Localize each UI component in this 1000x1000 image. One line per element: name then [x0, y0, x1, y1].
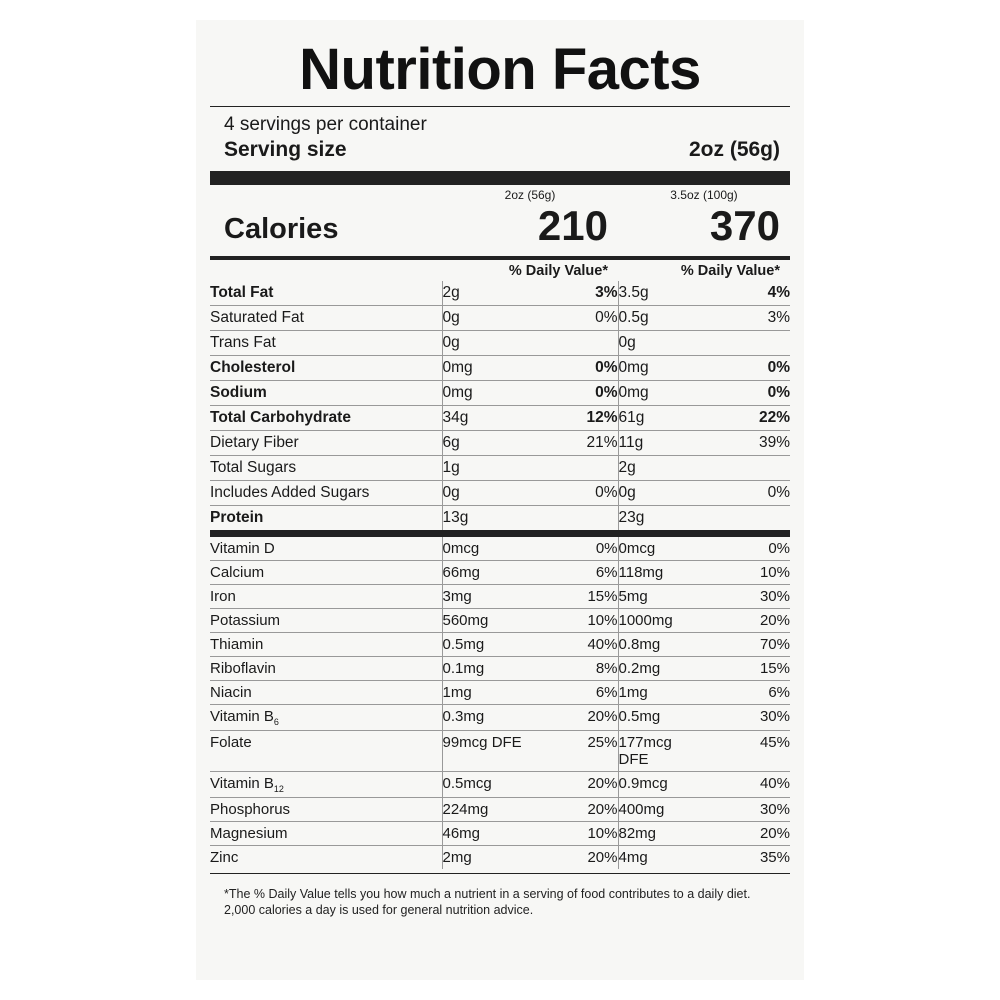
- table-row: [210, 381, 790, 406]
- nutrient-amount-col2: 3.5g: [618, 281, 704, 306]
- nutrient-amount-col1: 0.5mcg: [442, 772, 530, 798]
- nutrient-percent-col2: 20%: [704, 609, 790, 633]
- nutrition-facts-label: [210, 37, 790, 918]
- nutrition-facts-panel: [196, 20, 804, 980]
- nutrient-amount-col1: 99mcg DFE: [442, 731, 530, 772]
- table-row: [210, 506, 790, 531]
- nutrient-name: Iron: [210, 585, 442, 609]
- divider-above-footnote: [210, 873, 790, 874]
- nutrient-percent-col2: [704, 506, 790, 531]
- footnote-line-2: 2,000 calories a day is used for general nutrition advice.: [224, 903, 534, 917]
- nutrient-amount-col1: 0g: [442, 306, 530, 331]
- nutrient-amount-col1: 0.1mg: [442, 657, 530, 681]
- nutrient-percent-col1: 21%: [530, 431, 618, 456]
- table-row: [210, 705, 790, 731]
- nutrient-percent-col2: 15%: [704, 657, 790, 681]
- nutrient-amount-col2: 2g: [618, 456, 704, 481]
- nutrient-amount-col1: 224mg: [442, 798, 530, 822]
- nutrient-amount-col1: 0.5mg: [442, 633, 530, 657]
- nutrient-amount-col2: 82mg: [618, 822, 704, 846]
- table-row: [210, 356, 790, 381]
- nutrient-percent-col2: 30%: [704, 705, 790, 731]
- nutrient-percent-col1: 15%: [530, 585, 618, 609]
- nutrient-name: Protein: [210, 509, 264, 526]
- nutrient-amount-col1: 66mg: [442, 561, 530, 585]
- nutrient-percent-col1: 10%: [530, 822, 618, 846]
- daily-value-header-col2: % Daily Value*: [680, 263, 780, 279]
- vitamins-table: [210, 537, 790, 869]
- nutrient-percent-col1: 20%: [587, 849, 618, 866]
- table-row: [210, 798, 790, 822]
- nutrient-percent-col2: 10%: [704, 561, 790, 585]
- calories-value-col2: 370: [709, 202, 780, 249]
- table-row: [210, 331, 790, 356]
- nutrient-name: Trans Fat: [210, 331, 442, 356]
- column-header-serving: 2oz (56g): [504, 188, 556, 202]
- daily-value-header-col1: % Daily Value*: [508, 263, 608, 279]
- nutrient-name: Niacin: [210, 681, 442, 705]
- nutrient-amount-col1: 34g: [442, 406, 530, 431]
- nutrient-percent-col2: [704, 456, 790, 481]
- nutrient-amount-col2: 0.2mg: [618, 657, 704, 681]
- nutrient-amount-col1: 3mg: [442, 585, 530, 609]
- nutrient-percent-col2: 20%: [704, 822, 790, 846]
- nutrient-percent-col1: 12%: [530, 406, 618, 431]
- table-row: [210, 731, 790, 772]
- table-row: [210, 846, 790, 870]
- nutrient-name: Sodium: [210, 381, 442, 406]
- nutrient-amount-col1: 13g: [442, 506, 530, 531]
- nutrient-amount-col2: 0.5g: [618, 306, 704, 331]
- nutrient-name: Total Sugars: [210, 456, 442, 481]
- nutrient-amount-col2: 0mg: [618, 356, 704, 381]
- table-row: [210, 406, 790, 431]
- nutrient-percent-col1: 20%: [530, 798, 618, 822]
- table-row: [210, 822, 790, 846]
- nutrient-amount-col1: 0mg: [442, 381, 530, 406]
- calories-value-col1: 210: [537, 202, 608, 249]
- table-row: [210, 585, 790, 609]
- nutrient-percent-col2: 4%: [704, 281, 790, 306]
- nutrient-percent-col2: 0%: [704, 537, 790, 561]
- nutrient-percent-col1: 3%: [530, 281, 618, 306]
- nutrient-name-subscript: 6: [273, 717, 279, 727]
- nutrient-percent-col2: 30%: [704, 798, 790, 822]
- nutrient-percent-col2: 0%: [704, 381, 790, 406]
- nutrient-amount-col2: 177mcg DFE: [618, 731, 704, 772]
- daily-value-header-row: [210, 260, 790, 281]
- nutrient-name: Magnesium: [210, 822, 442, 846]
- footnote-line-1: *The % Daily Value tells you how much a nutrient in a serving of food contributes to a daily diet.: [224, 887, 751, 901]
- nutrient-amount-col1: 0mg: [442, 356, 530, 381]
- nutrient-amount-col2: 0g: [618, 481, 704, 506]
- nutrient-name: Total Fat: [210, 281, 442, 306]
- calories-row: [210, 202, 790, 250]
- serving-size-label: Serving size: [224, 138, 347, 161]
- nutrient-percent-col1: 6%: [530, 681, 618, 705]
- table-row: [210, 456, 790, 481]
- divider-thick-top: [210, 171, 790, 185]
- nutrient-percent-col1: 40%: [530, 633, 618, 657]
- nutrient-percent-col2: 35%: [759, 849, 790, 866]
- nutrient-percent-col2: 40%: [704, 772, 790, 798]
- table-row: [210, 633, 790, 657]
- nutrient-percent-col2: 0%: [704, 481, 790, 506]
- table-row: [210, 657, 790, 681]
- nutrient-amount-col1: 0mcg: [442, 537, 530, 561]
- nutrient-name: Vitamin $B_6$: [210, 705, 442, 731]
- nutrient-percent-col1: 0%: [530, 306, 618, 331]
- nutrient-percent-col1: 0%: [530, 381, 618, 406]
- nutrient-name: Riboflavin: [210, 657, 442, 681]
- nutrient-amount-col1: 0.3mg: [442, 705, 530, 731]
- nutrient-amount-col2: 0.5mg: [618, 705, 704, 731]
- nutrient-percent-col1: 0%: [530, 481, 618, 506]
- nutrient-name: Saturated Fat: [210, 306, 442, 331]
- nutrient-name: Includes Added Sugars: [210, 481, 442, 506]
- nutrient-percent-col1: [530, 331, 618, 356]
- nutrient-amount-col2: 400mg: [618, 798, 704, 822]
- nutrient-name: Thiamin: [210, 633, 442, 657]
- nutrient-name: Phosphorus: [210, 798, 442, 822]
- nutrient-percent-col1: 20%: [530, 772, 618, 798]
- table-row: [210, 772, 790, 798]
- nutrient-amount-col2: 0mg: [618, 381, 704, 406]
- nutrient-name: Vitamin $B_{12}$: [210, 772, 442, 798]
- nutrient-name: Calcium: [210, 561, 442, 585]
- nutrient-name: Folate: [210, 731, 442, 772]
- nutrient-amount-col1: 46mg: [442, 822, 530, 846]
- nutrient-amount-col1: 2g: [442, 281, 530, 306]
- nutrient-amount-col2: 0.8mg: [618, 633, 704, 657]
- nutrient-amount-col1: 2mg: [442, 846, 530, 870]
- nutrient-amount-col2: 23g: [618, 506, 704, 531]
- nutrient-amount-col1: 6g: [442, 431, 530, 456]
- nutrient-name: Potassium: [210, 609, 442, 633]
- nutrient-percent-col1: 0%: [530, 356, 618, 381]
- nutrient-amount-col2: 0g: [618, 331, 704, 356]
- nutrient-amount-col2: 0.9mcg: [618, 772, 704, 798]
- nutrient-name-subscript: 12: [273, 784, 284, 794]
- nutrient-percent-col1: 20%: [530, 705, 618, 731]
- nutrient-amount-col2: 118mg: [618, 561, 704, 585]
- nutrient-amount-col2: 1mg: [618, 681, 704, 705]
- nutrient-amount-col2: 61g: [618, 406, 704, 431]
- nutrient-name: Cholesterol: [210, 356, 442, 381]
- daily-value-spacer: [210, 263, 442, 279]
- nutrient-amount-col2: 11g: [618, 431, 704, 456]
- divider-under-protein: [210, 530, 790, 537]
- nutrient-name: Zinc: [210, 849, 239, 866]
- nutrient-amount-col1: 0g: [442, 481, 530, 506]
- nutrient-percent-col1: 6%: [530, 561, 618, 585]
- nutrient-amount-col2: 0mcg: [618, 537, 704, 561]
- table-row: [210, 681, 790, 705]
- nutrient-percent-col2: 0%: [704, 356, 790, 381]
- nutrient-percent-col1: 10%: [530, 609, 618, 633]
- nutrient-amount-col1: 0g: [442, 331, 530, 356]
- nutrient-percent-col2: 22%: [704, 406, 790, 431]
- divider-under-title: [210, 106, 790, 107]
- serving-size-value: 2oz (56g): [688, 138, 780, 161]
- nutrient-percent-col2: 3%: [704, 306, 790, 331]
- table-row: [210, 561, 790, 585]
- table-row: [210, 306, 790, 331]
- page-title: Nutrition Facts: [299, 37, 701, 102]
- footnote: [210, 880, 790, 918]
- main-nutrients-table: [210, 281, 790, 530]
- nutrient-percent-col1: 25%: [530, 731, 618, 772]
- table-row: [210, 537, 790, 561]
- column-headers-row: [210, 185, 790, 202]
- column-header-per100g: 3.5oz (100g): [670, 188, 738, 202]
- nutrient-percent-col2: 70%: [704, 633, 790, 657]
- nutrient-amount-col2: 5mg: [618, 585, 704, 609]
- nutrient-name: Total Carbohydrate: [210, 406, 442, 431]
- nutrient-amount-col1: 1g: [442, 456, 530, 481]
- table-row: [210, 609, 790, 633]
- nutrient-amount-col2: 1000mg: [618, 609, 704, 633]
- table-row: [210, 481, 790, 506]
- table-row: [210, 281, 790, 306]
- nutrient-percent-col2: 39%: [704, 431, 790, 456]
- servings-per-container: 4 servings per container: [224, 114, 427, 135]
- nutrient-percent-col2: [704, 331, 790, 356]
- nutrient-percent-col2: 45%: [704, 731, 790, 772]
- column-headers-spacer: [210, 188, 442, 202]
- nutrient-percent-col1: [530, 506, 618, 531]
- nutrient-name: Vitamin D: [210, 537, 442, 561]
- nutrient-percent-col1: 0%: [530, 537, 618, 561]
- nutrient-percent-col2: 6%: [704, 681, 790, 705]
- nutrient-amount-col2: 4mg: [618, 846, 704, 870]
- calories-label: Calories: [224, 213, 339, 245]
- nutrient-percent-col1: [530, 456, 618, 481]
- table-row: [210, 431, 790, 456]
- nutrient-percent-col2: 30%: [704, 585, 790, 609]
- nutrient-percent-col1: 8%: [530, 657, 618, 681]
- nutrient-amount-col1: 560mg: [442, 609, 530, 633]
- serving-size-row: [210, 137, 790, 165]
- nutrient-amount-col1: 1mg: [442, 681, 530, 705]
- nutrient-name: Dietary Fiber: [210, 431, 442, 456]
